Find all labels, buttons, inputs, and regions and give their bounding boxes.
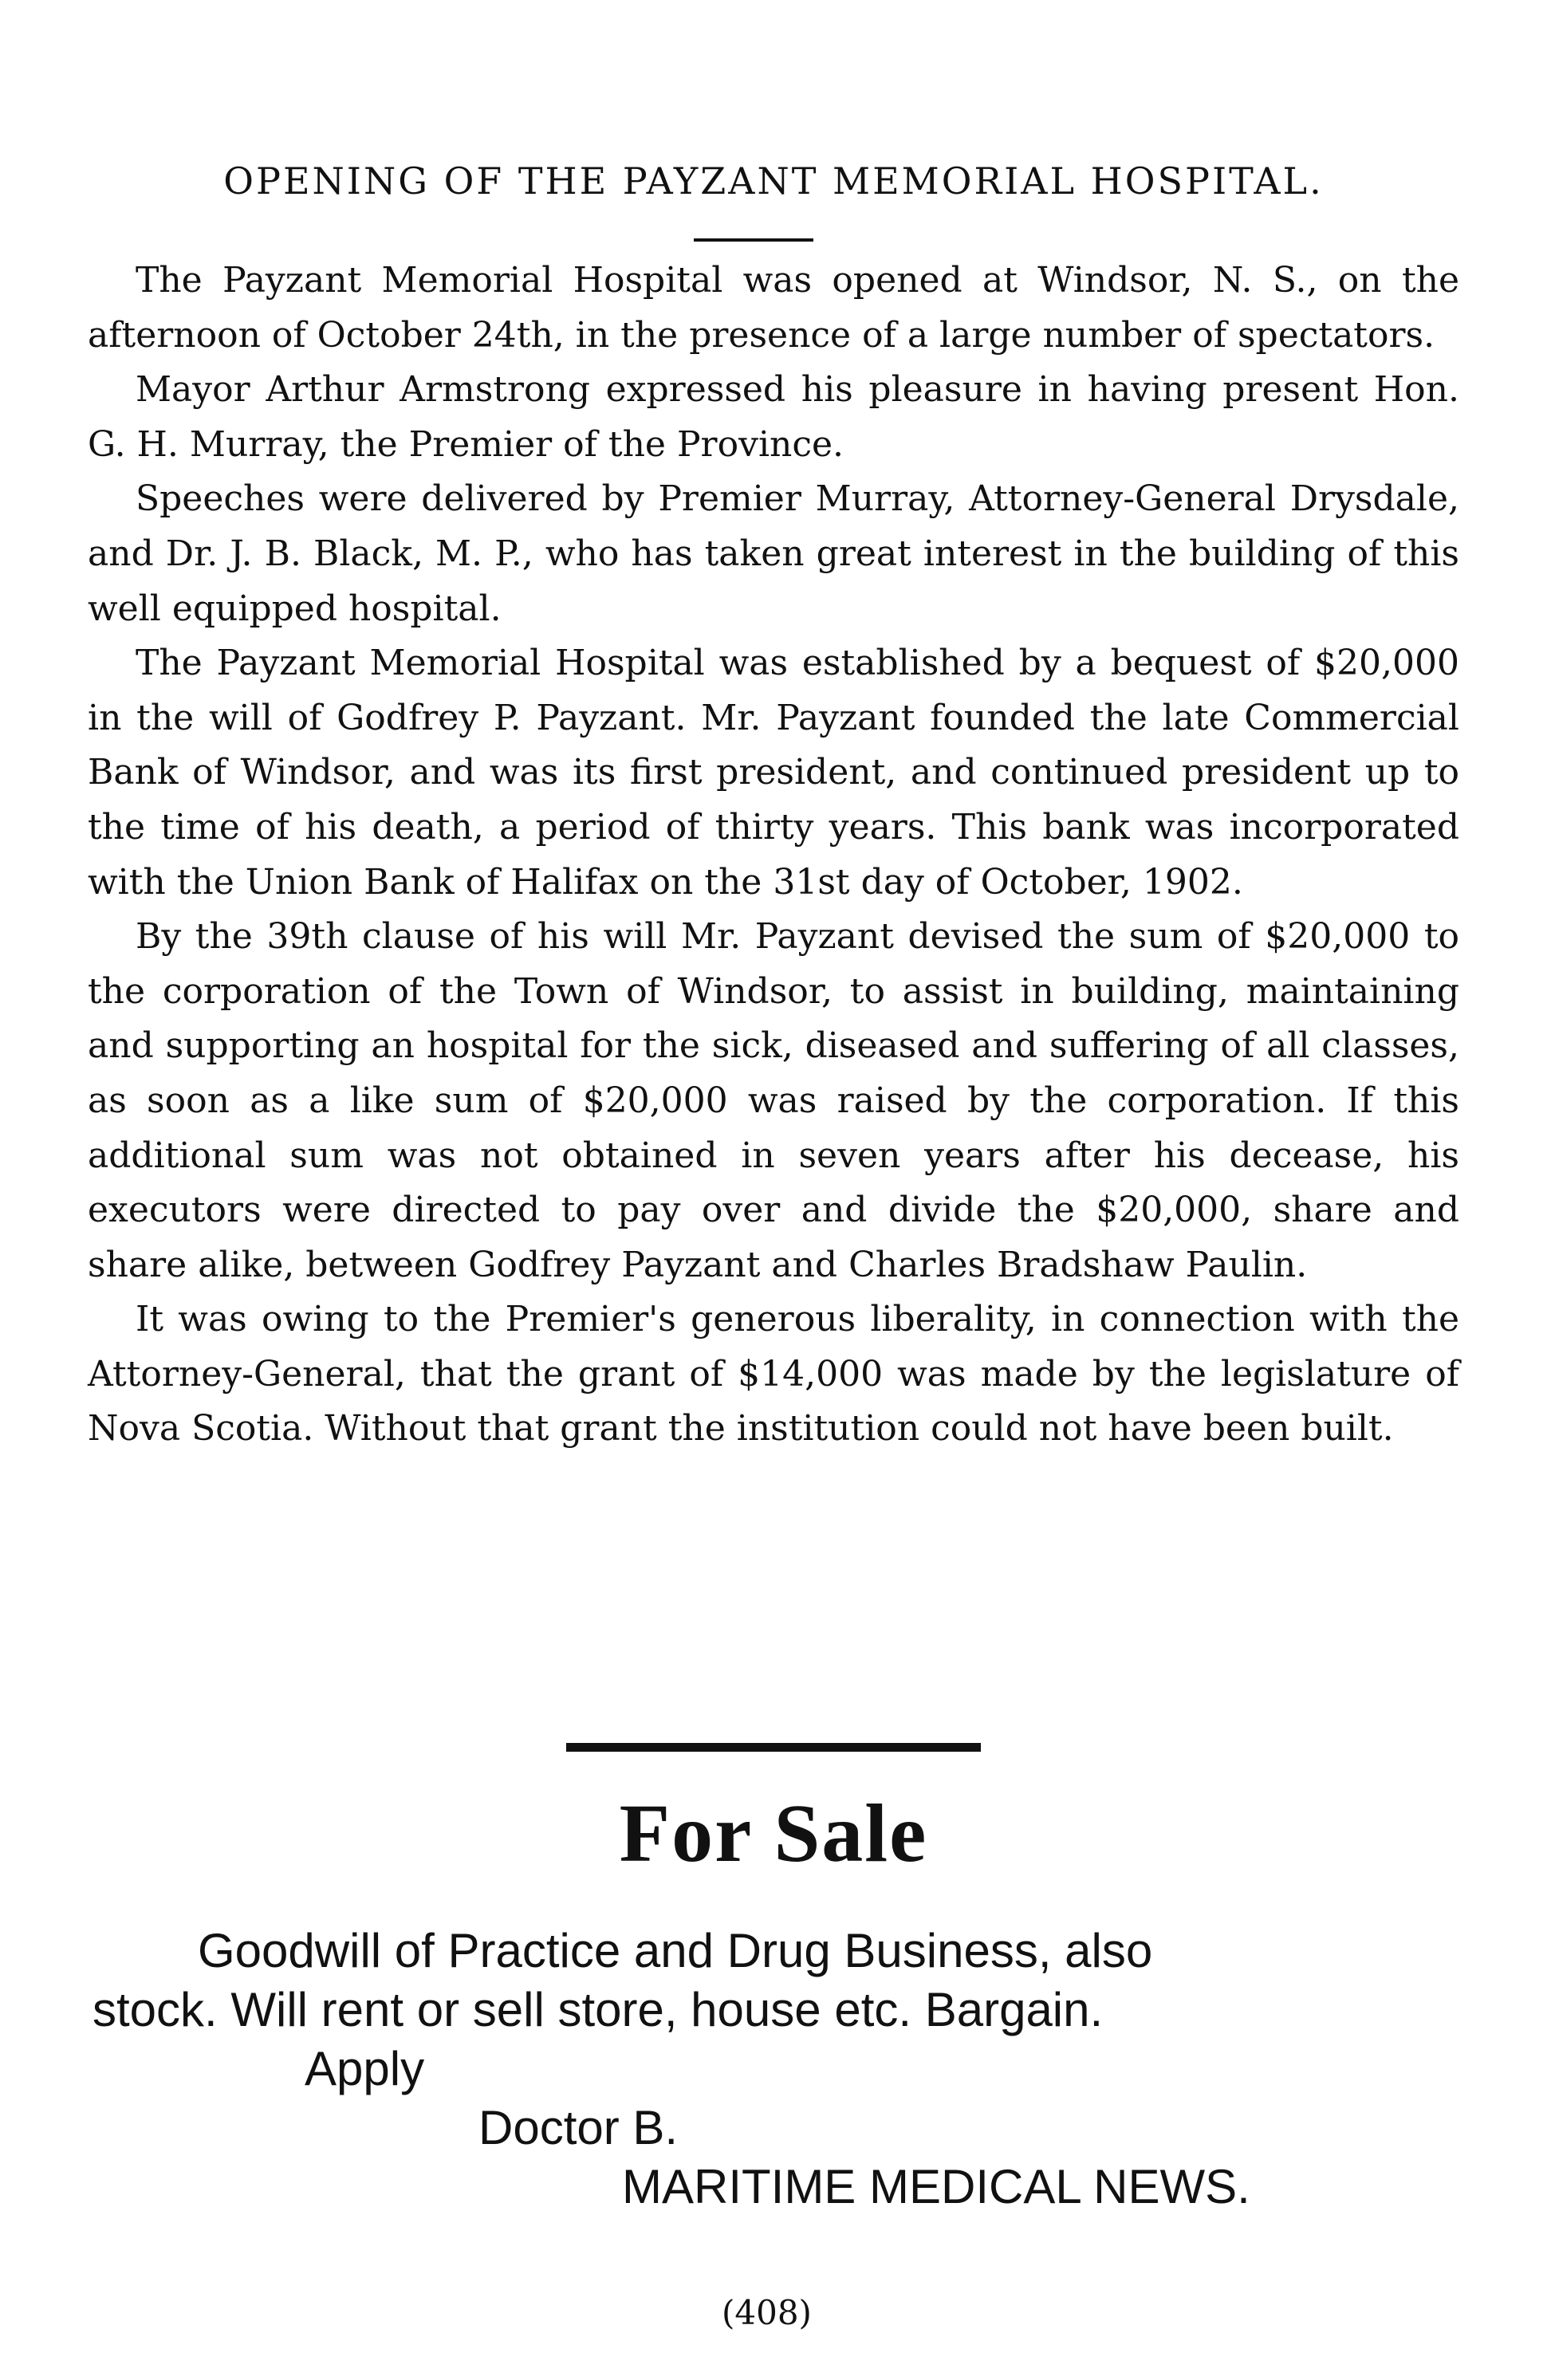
- article-body: [88, 254, 1459, 1457]
- advertisement-title: For Sale: [619, 1788, 928, 1879]
- section-divider: [566, 1743, 981, 1752]
- advertisement-line-2: stock. Will rent or sell store, house etc. Bargain.: [93, 1983, 1104, 2036]
- article-paragraph-2: Mayor Arthur Armstrong expressed his pleasure in having present Hon. G. H. Murray, the Premier of the Province.: [88, 369, 1459, 465]
- advertisement-line-1: Goodwill of Practice and Drug Business, also: [198, 1924, 1153, 1977]
- advertisement-line-5: MARITIME MEDICAL NEWS.: [622, 2160, 1250, 2213]
- advertisement-line-4: Doctor B.: [478, 2101, 679, 2154]
- article-paragraph-5: By the 39th clause of his will Mr. Payzant devised the sum of $20,000 to the corporation of the Town of Windsor, to assist in building, maintaining and supporting an hospital for the sick, diseased and suffering of all classes, as soon as a like sum of $20,000 was raised by the corporation. If this additional sum was not obtained in seven years after his decease, his executors were directed to pay over and divide the $20,000, share and share alike, between Godfrey Payzant and Charles Bradshaw Paulin.: [88, 916, 1459, 1285]
- advertisement-line-3: Apply: [305, 2042, 425, 2095]
- page-number: (408): [722, 2293, 812, 2332]
- heading-divider: [694, 238, 813, 242]
- article-paragraph-4: The Payzant Memorial Hospital was established by a bequest of $20,000 in the will of Godfrey P. Payzant. Mr. Payzant founded the late Commercial Bank of Windsor, and was its first president, and continued president up to the time of his death, a period of thirty years. This bank was incorporated with the Union Bank of Halifax on the 31st day of October, 1902.: [88, 643, 1459, 903]
- article-paragraph-3: Speeches were delivered by Premier Murray, Attorney-General Drysdale, and Dr. J. B. Black, M. P., who has taken great interest in the building of this well equipped hospital.: [88, 478, 1459, 629]
- article-paragraph-6: It was owing to the Premier's generous liberality, in connection with the Attorney-General, that the grant of $14,000 was made by the legislature of Nova Scotia. Without that grant the institution could not have been built.: [88, 1299, 1459, 1450]
- article-paragraph-1: The Payzant Memorial Hospital was opened at Windsor, N. S., on the afternoon of October 24th, in the presence of a large number of spectators.: [88, 260, 1459, 356]
- document-page: [88, 0, 1459, 2380]
- article-heading: OPENING OF THE PAYZANT MEMORIAL HOSPITAL.: [223, 159, 1324, 203]
